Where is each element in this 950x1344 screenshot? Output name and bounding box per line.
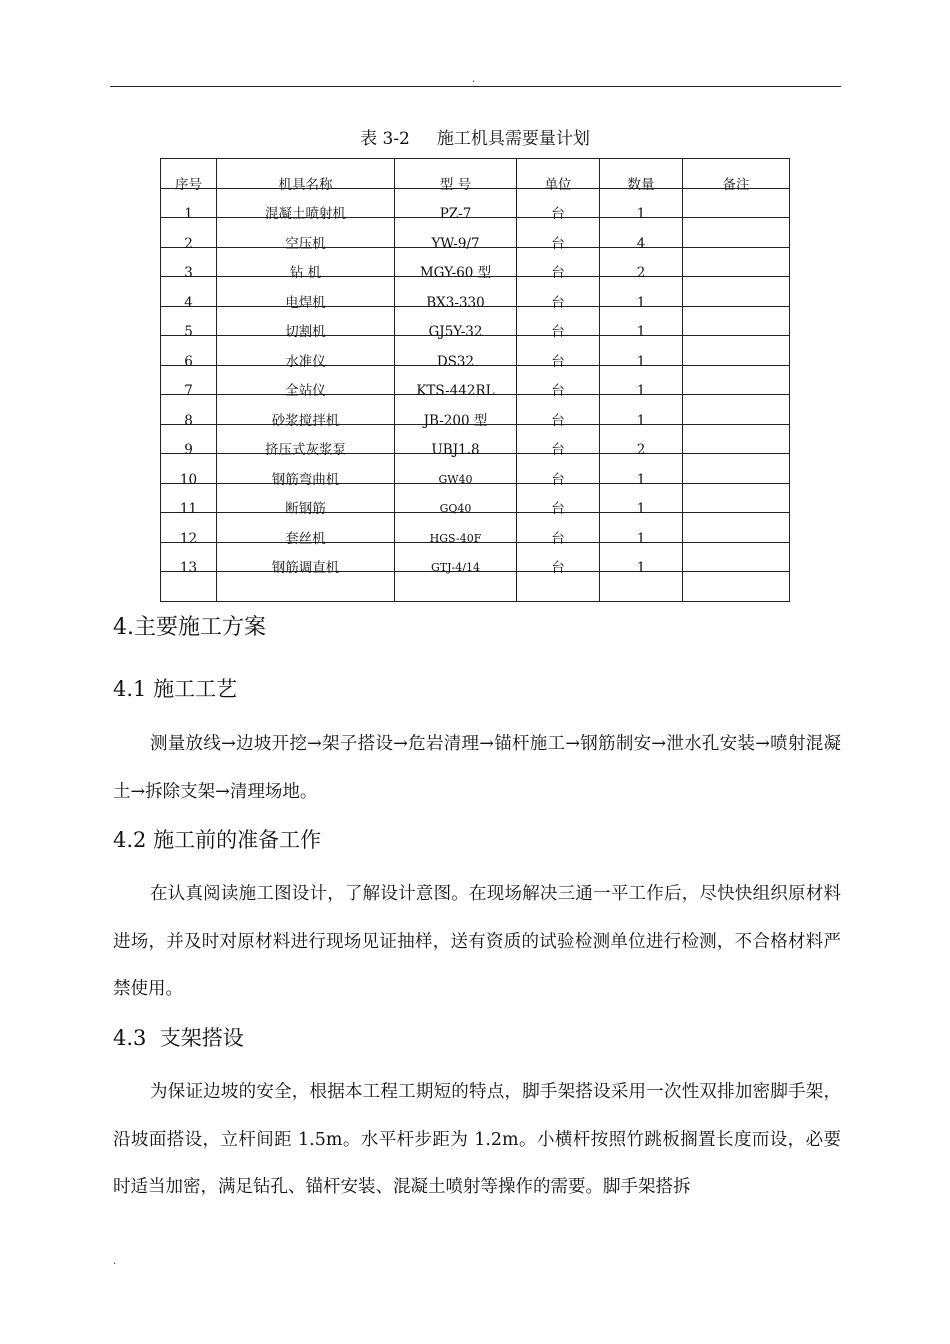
table-row — [161, 188, 790, 218]
table-row — [161, 513, 790, 543]
table-cell — [395, 513, 517, 543]
equipment-table — [160, 158, 790, 602]
table-header-cell — [395, 159, 517, 193]
table-header-cell — [161, 159, 217, 193]
table-cell — [683, 513, 790, 543]
table-cell-text: 电焊机 — [285, 294, 326, 311]
table-header-cell — [600, 159, 683, 193]
table-cell-text: 1 — [636, 206, 646, 222]
table-header-row — [161, 159, 790, 189]
table-cell-text: 序号 — [175, 176, 202, 193]
table-cell — [395, 572, 517, 602]
table-caption: 表 3-2 施工机具需要量计划 — [360, 129, 590, 149]
section-4-1-heading: 4.1 施工工艺 — [113, 677, 238, 701]
table-cell — [683, 395, 790, 425]
table-cell-text: HGS-40F — [429, 531, 482, 545]
table-cell-text: 断钢筋 — [285, 501, 326, 517]
table-cell-text: DS32 — [436, 353, 475, 370]
table-cell — [683, 306, 790, 336]
table-cell — [683, 454, 790, 484]
table-cell-text: 4 — [636, 235, 646, 252]
table-cell-text: 1 — [636, 471, 646, 488]
table-cell-text: 砂浆搅拌机 — [271, 412, 340, 429]
table-cell-text: GJ5Y-32 — [428, 324, 483, 340]
table-cell-text: 钢筋调直机 — [271, 560, 340, 576]
table-cell-text: 台 — [551, 442, 565, 458]
table-cell-text: 空压机 — [285, 235, 326, 252]
table-cell-text: 备注 — [722, 176, 750, 193]
table-cell-text: KTS-442RL — [416, 383, 495, 399]
table-cell-text: 台 — [551, 383, 565, 399]
table-cell-text: BX3-330 — [426, 294, 485, 311]
table-cell-text: 3 — [184, 265, 193, 281]
table-cell-text: 11 — [179, 501, 198, 517]
table-cell — [683, 424, 790, 454]
table-cell-text: 7 — [184, 383, 193, 399]
table-cell — [395, 483, 517, 513]
table-cell-text: 单位 — [544, 176, 572, 193]
table-cell-text: 13 — [179, 560, 198, 576]
table-cell-text: 1 — [636, 560, 646, 576]
table-cell-text: 1 — [636, 324, 646, 340]
table-cell-text: GTJ-4/14 — [431, 561, 480, 574]
table-cell-text: 机具名称 — [278, 176, 333, 193]
table-row — [161, 365, 790, 395]
table-cell-text: 1 — [636, 383, 646, 399]
table-cell-text: 台 — [551, 471, 565, 488]
table-cell — [683, 572, 790, 602]
table-cell-text: 1 — [636, 530, 646, 547]
header-mark: . — [472, 74, 476, 85]
table-cell — [683, 247, 790, 277]
section-4-heading: 4.主要施工方案 — [113, 615, 266, 640]
table-cell-text: 数量 — [627, 176, 655, 193]
table-cell-text: 1 — [184, 206, 193, 222]
table-cell-text: 台 — [551, 324, 565, 340]
table-cell — [683, 336, 790, 366]
table-cell-text: MGY-60 型 — [419, 265, 492, 281]
table-cell-text: 5 — [184, 324, 193, 340]
table-cell-text: 台 — [551, 294, 565, 311]
table-cell-text: 挤压式灰浆泵 — [265, 442, 346, 458]
table-cell-text: 钻 机 — [289, 265, 322, 281]
table-row — [161, 483, 790, 513]
table-cell-text: 台 — [551, 501, 565, 517]
table-cell-text: 1 — [636, 353, 646, 370]
table-cell-text: 全站仪 — [285, 383, 326, 399]
table-header-cell — [683, 159, 790, 193]
table-cell-text: 水准仪 — [285, 353, 326, 370]
table-cell-text: 9 — [184, 442, 193, 458]
table-cell-text: 台 — [551, 530, 565, 547]
table-cell-text: 混凝土喷射机 — [265, 206, 346, 222]
table-cell-text: 套丝机 — [285, 530, 326, 547]
table-header-cell — [517, 159, 600, 193]
table-header-cell — [217, 159, 395, 193]
table-cell-text: 2 — [184, 235, 193, 252]
section-4-2-heading: 4.2 施工前的准备工作 — [113, 828, 322, 852]
table-cell-text: 型 号 — [439, 176, 472, 193]
table-cell-text: GQ40 — [439, 502, 472, 515]
table-cell-text: 6 — [184, 353, 193, 370]
footer-mark: . — [113, 1256, 117, 1267]
table-cell-text: JB-200 型 — [423, 412, 488, 429]
table-row — [161, 542, 790, 572]
table-cell — [395, 542, 517, 572]
section-4-1-body: 测量放线→边坡开挖→架子搭设→危岩清理→锚杆施工→钢筋制安→泄水孔安装→喷射混凝土→拆除支架→清理场地。 — [113, 734, 841, 802]
header-rule — [110, 86, 841, 87]
table-cell-text: 1 — [636, 501, 646, 517]
table-cell-text: 台 — [551, 412, 565, 429]
table-row — [161, 218, 790, 248]
table-cell — [683, 277, 790, 307]
table-cell-text: 1 — [636, 412, 646, 429]
table-cell — [683, 542, 790, 572]
table-cell-text: YW-9/7 — [431, 235, 480, 252]
table-cell-text: 钢筋弯曲机 — [271, 471, 340, 488]
table-row — [161, 572, 790, 602]
table-cell-text: PZ-7 — [439, 206, 472, 222]
table-cell-text: 台 — [551, 560, 565, 576]
table-cell-text: 2 — [636, 265, 646, 281]
section-4-3-heading: 4.3 支架搭设 — [113, 1026, 244, 1050]
section-4-3-body: 为保证边坡的安全，根据本工程工期短的特点，脚手架搭设采用一次性双排加密脚手架，沿坡面搭设，立杆间距 1.5m。水平杆步距为 1.2m。小横杆按照竹跳板搁置长度而设，必要时适当加密，满足钻孔、锚杆安装、混凝土喷射等操作的需要。脚手架搭拆 — [113, 1082, 841, 1197]
table-cell-text: GW40 — [438, 472, 473, 486]
table-cell-text: 台 — [551, 265, 565, 281]
table-cell-text: 切割机 — [285, 324, 326, 340]
table-cell-text: 10 — [179, 471, 198, 488]
section-4-2-body: 在认真阅读施工图设计，了解设计意图。在现场解决三通一平工作后，尽快快组织原材料进场，并及时对原材料进行现场见证抽样，送有资质的试验检测单位进行检测，不合格材料严禁使用。 — [113, 884, 841, 999]
table-cell-text: 台 — [551, 206, 565, 222]
table-cell-text: 1 — [636, 294, 646, 311]
table-cell-text: 12 — [179, 530, 198, 547]
table-cell-text: UBJ1.8 — [431, 442, 480, 458]
table-cell-text: 台 — [551, 353, 565, 370]
table-cell-text: 4 — [184, 294, 193, 311]
table-cell — [683, 218, 790, 248]
table-cell — [683, 365, 790, 395]
table-cell-text: 台 — [551, 235, 565, 252]
table-cell-text: 2 — [636, 442, 646, 458]
table-cell — [683, 483, 790, 513]
table-cell-text: 8 — [184, 412, 193, 429]
